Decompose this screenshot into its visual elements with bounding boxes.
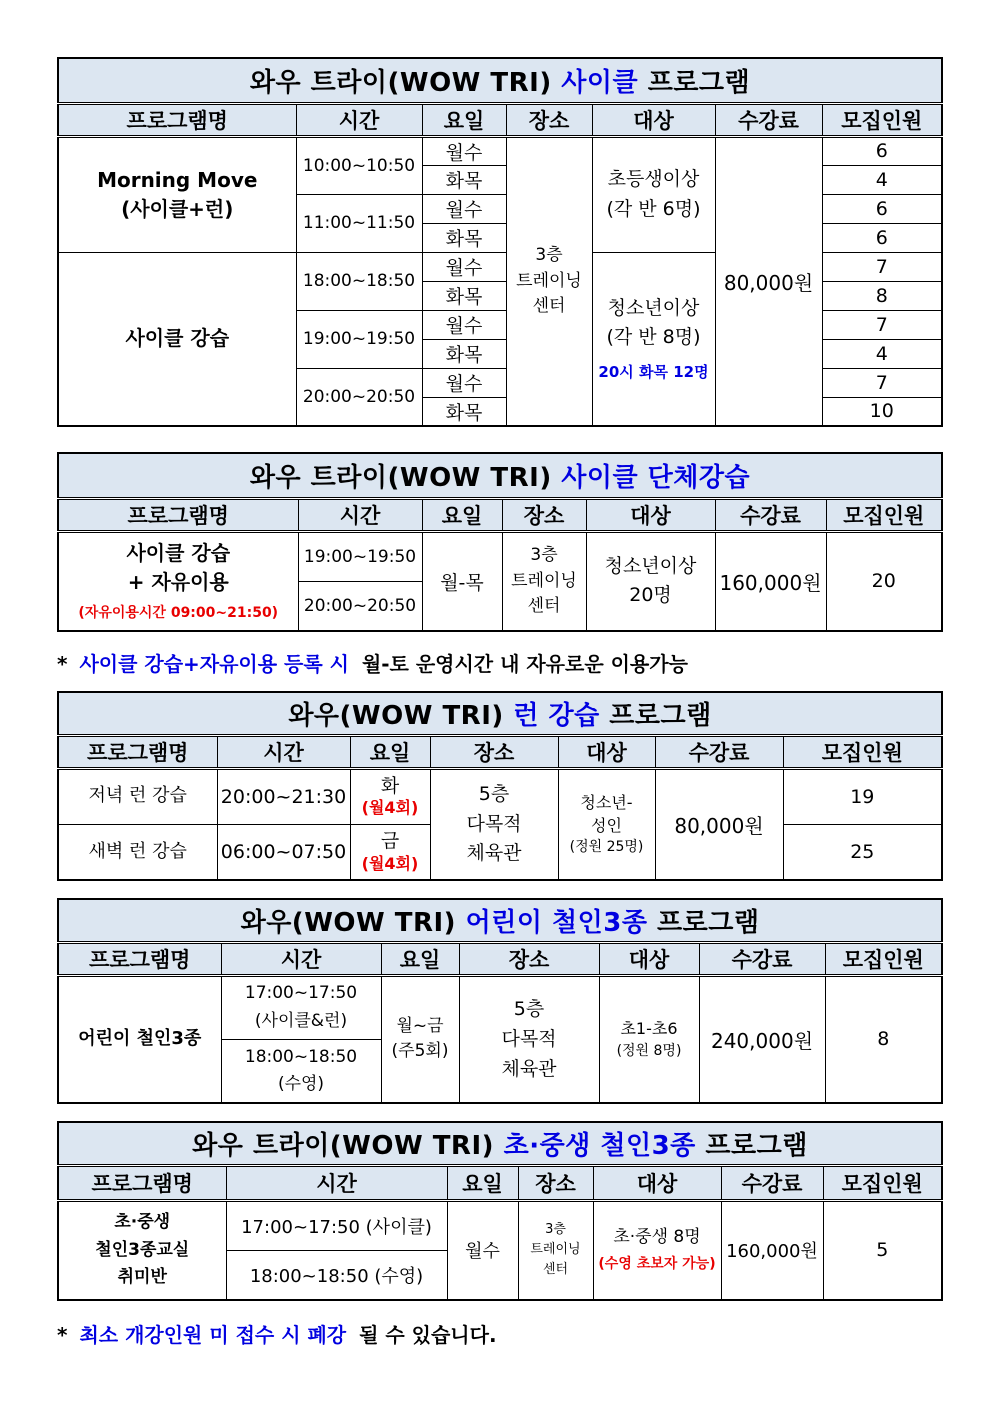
- col-header-time: 시간: [296, 103, 422, 136]
- day-frequency-note: (주5회): [391, 1041, 449, 1062]
- place-cell: [502, 531, 586, 631]
- place-line: 센터: [542, 1262, 569, 1278]
- col-header-fee: 수강료: [715, 498, 826, 531]
- col-header-day: 요일: [447, 1165, 518, 1200]
- day-cell: 월수: [422, 194, 506, 223]
- day-cell: 월수: [422, 136, 506, 165]
- title-highlight: 초·중생 철인3종: [503, 1130, 696, 1161]
- note-highlight: 사이클 강습+자유이용 등록 시: [79, 652, 349, 676]
- place-cell: [518, 1200, 593, 1300]
- title-highlight: 어린이 철인3종: [465, 907, 648, 938]
- program-name-cell: 저녁 런 강습: [58, 768, 217, 824]
- capacity-cell: 6: [822, 136, 942, 165]
- day-line: 금: [380, 830, 400, 852]
- target-line: (각 반 6명): [606, 197, 701, 220]
- col-header-program-name: 프로그램명: [58, 498, 298, 531]
- capacity-cell: 4: [822, 339, 942, 368]
- capacity-cell: 7: [822, 310, 942, 339]
- program-name-cell: 어린이 철인3종: [58, 975, 221, 1103]
- col-header-target: 대상: [599, 942, 699, 975]
- place-line: 5층: [478, 783, 510, 806]
- day-cell: 월수: [422, 252, 506, 281]
- col-header-target: 대상: [558, 735, 655, 768]
- program-name-line: 초·중생: [114, 1212, 171, 1233]
- col-header-place: 장소: [502, 498, 586, 531]
- capacity-cell: 19: [783, 768, 942, 824]
- program-name-line: + 자유이용: [127, 570, 229, 595]
- program-name-line: 사이클 강습: [126, 541, 231, 566]
- fee-cell: 160,000원: [721, 1200, 823, 1300]
- program-name-cell: [58, 531, 298, 631]
- time-cell: [221, 975, 381, 1039]
- target-line: 청소년이상: [607, 296, 700, 319]
- col-header-day: 요일: [381, 942, 459, 975]
- note-highlight: 최소 개강인원 미 접수 시 폐강: [79, 1323, 347, 1347]
- fee-cell: 240,000원: [699, 975, 825, 1103]
- day-cell: 월수: [447, 1200, 518, 1300]
- col-header-fee: 수강료: [715, 103, 822, 136]
- title-suffix: 프로그램: [705, 1130, 808, 1161]
- col-header-time: 시간: [226, 1165, 447, 1200]
- place-line: 센터: [527, 596, 561, 616]
- day-cell: [381, 975, 459, 1103]
- capacity-cell: 7: [822, 368, 942, 397]
- target-line: 청소년이상: [604, 554, 697, 577]
- capacity-cell: 6: [822, 194, 942, 223]
- target-line: 초·중생 8명: [613, 1226, 701, 1247]
- note-mark: *: [57, 1323, 68, 1347]
- col-header-capacity: 모집인원: [826, 498, 942, 531]
- program-name-line: 취미반: [117, 1266, 167, 1287]
- time-line: 17:00~17:50: [244, 983, 358, 1004]
- time-cell: 11:00~11:50: [296, 194, 422, 252]
- col-header-time: 시간: [221, 942, 381, 975]
- fee-cell: 80,000원: [715, 136, 822, 426]
- target-extra-note: 20시 화목 12명: [598, 362, 709, 381]
- target-line: 초1-초6: [620, 1018, 678, 1038]
- note-text: 월-토 운영시간 내 자유로운 이용가능: [361, 652, 688, 676]
- place-line: 체육관: [466, 841, 522, 864]
- cycle-group-lesson-table-title: [58, 453, 942, 498]
- school-triathlon-table-title: [58, 1122, 942, 1165]
- capacity-cell: 25: [783, 824, 942, 880]
- title-prefix: 와우 트라이(WOW TRI): [192, 1130, 495, 1161]
- program-name-cell: 사이클 강습: [58, 252, 296, 426]
- target-line: (정원 8명): [616, 1042, 682, 1059]
- title-prefix: 와우 트라이(WOW TRI): [249, 462, 552, 493]
- title-highlight: 사이클 단체강습: [561, 462, 751, 493]
- time-cell: [221, 1039, 381, 1103]
- program-name-cell: 새벽 런 강습: [58, 824, 217, 880]
- day-cell: 월-목: [422, 531, 502, 631]
- cycle-program-table: [57, 57, 943, 427]
- target-cell: [593, 1200, 721, 1300]
- capacity-cell: 6: [822, 223, 942, 252]
- col-header-time: 시간: [217, 735, 350, 768]
- time-cell: 10:00~10:50: [296, 136, 422, 194]
- title-prefix: 와우(WOW TRI): [240, 907, 457, 938]
- day-cell: 월수: [422, 310, 506, 339]
- program-name-line: 철인3종교실: [95, 1239, 190, 1260]
- target-cell: [592, 252, 715, 426]
- capacity-cell: 4: [822, 165, 942, 194]
- note-text: 될 수 있습니다.: [359, 1323, 497, 1347]
- col-header-place: 장소: [506, 103, 592, 136]
- run-lesson-table: [57, 691, 943, 881]
- time-cell: 17:00~17:50 (사이클): [226, 1200, 447, 1250]
- col-header-capacity: 모집인원: [823, 1165, 942, 1200]
- program-name-cell: [58, 136, 296, 252]
- time-cell: 20:00~21:30: [217, 768, 350, 824]
- place-line: 3층: [535, 245, 563, 265]
- col-header-day: 요일: [422, 103, 506, 136]
- col-header-place: 장소: [459, 942, 599, 975]
- time-cell: 18:00~18:50 (수영): [226, 1250, 447, 1300]
- place-line: 센터: [532, 296, 566, 316]
- target-cell: [592, 136, 715, 252]
- col-header-fee: 수강료: [655, 735, 783, 768]
- time-cell: 19:00~19:50: [298, 531, 422, 581]
- col-header-place: 장소: [518, 1165, 593, 1200]
- day-cell: 월수: [422, 368, 506, 397]
- day-cell: 화목: [422, 397, 506, 426]
- place-cell: [506, 136, 592, 426]
- children-triathlon-table: [57, 898, 943, 1104]
- title-prefix: 와우(WOW TRI): [288, 700, 504, 731]
- col-header-day: 요일: [350, 735, 430, 768]
- col-header-fee: 수강료: [721, 1165, 823, 1200]
- note-mark: *: [57, 652, 68, 676]
- capacity-cell: 10: [822, 397, 942, 426]
- capacity-cell: 7: [822, 252, 942, 281]
- col-header-program-name: 프로그램명: [58, 735, 217, 768]
- fee-cell: 80,000원: [655, 768, 783, 880]
- program-name-line: Morning Move: [97, 167, 258, 192]
- day-cell: [350, 824, 430, 880]
- day-line: 화: [380, 774, 400, 797]
- place-line: 3층: [530, 545, 558, 565]
- title-prefix: 와우 트라이(WOW TRI): [249, 67, 552, 98]
- col-header-place: 장소: [430, 735, 558, 768]
- day-frequency-note: (월4회): [361, 853, 419, 873]
- col-header-program-name: 프로그램명: [58, 103, 296, 136]
- day-cell: 화목: [422, 223, 506, 252]
- col-header-capacity: 모집인원: [825, 942, 942, 975]
- program-name-cell: [58, 1200, 226, 1300]
- swim-beginner-note: (수영 초보자 가능): [598, 1256, 716, 1273]
- target-line: 성인: [591, 816, 622, 836]
- capacity-cell: 8: [825, 975, 942, 1103]
- place-line: 5층: [513, 997, 545, 1020]
- target-cell: [558, 768, 655, 880]
- target-line: 초등생이상: [607, 168, 700, 191]
- program-name-line: (사이클+런): [121, 196, 234, 221]
- cycle-program-table-title: [58, 58, 942, 103]
- col-header-capacity: 모집인원: [783, 735, 942, 768]
- day-cell: 화목: [422, 165, 506, 194]
- time-cell: 20:00~20:50: [296, 368, 422, 426]
- time-activity: (수영): [277, 1073, 325, 1094]
- col-header-day: 요일: [422, 498, 502, 531]
- col-header-target: 대상: [592, 103, 715, 136]
- time-line: 18:00~18:50: [244, 1046, 358, 1067]
- title-suffix: 프로그램: [609, 700, 712, 731]
- cycle-group-lesson-table: [57, 452, 943, 632]
- target-cell: [586, 531, 715, 631]
- col-header-target: 대상: [586, 498, 715, 531]
- fee-cell: 160,000원: [715, 531, 826, 631]
- col-header-fee: 수강료: [699, 942, 825, 975]
- target-line: (각 반 8명): [606, 326, 701, 349]
- place-line: 다목적: [501, 1028, 557, 1051]
- title-suffix: 프로그램: [657, 907, 760, 938]
- place-cell: [459, 975, 599, 1103]
- place-line: 트레이닝: [530, 1242, 581, 1258]
- target-line: (정원 25명): [569, 839, 644, 856]
- free-use-time-note: (자유이용시간 09:00~21:50): [78, 605, 279, 622]
- target-line: 20명: [629, 584, 672, 607]
- capacity-cell: 5: [823, 1200, 942, 1300]
- day-cell: 화목: [422, 281, 506, 310]
- place-line: 체육관: [501, 1058, 557, 1081]
- capacity-cell: 8: [822, 281, 942, 310]
- school-triathlon-table: [57, 1121, 943, 1301]
- target-line: 청소년-: [580, 792, 633, 812]
- time-cell: 06:00~07:50: [217, 824, 350, 880]
- title-highlight: 런 강습: [513, 700, 600, 731]
- day-line: 월~금: [396, 1015, 444, 1036]
- place-line: 다목적: [466, 812, 522, 835]
- col-header-capacity: 모집인원: [822, 103, 942, 136]
- note-cycle-free-use: [57, 648, 941, 677]
- title-suffix: 프로그램: [647, 67, 751, 98]
- place-line: 3층: [545, 1222, 566, 1238]
- place-line: 트레이닝: [511, 570, 577, 591]
- target-cell: [599, 975, 699, 1103]
- col-header-program-name: 프로그램명: [58, 942, 221, 975]
- day-frequency-note: (월4회): [361, 798, 419, 818]
- children-triathlon-table-title: [58, 899, 942, 942]
- note-minimum-enrollment: [57, 1319, 941, 1348]
- time-activity: (사이클&런): [254, 1010, 348, 1031]
- col-header-target: 대상: [593, 1165, 721, 1200]
- title-highlight: 사이클: [561, 67, 639, 98]
- run-lesson-table-title: [58, 692, 942, 735]
- capacity-cell: 20: [826, 531, 942, 631]
- time-cell: 20:00~20:50: [298, 581, 422, 631]
- col-header-program-name: 프로그램명: [58, 1165, 226, 1200]
- day-cell: [350, 768, 430, 824]
- time-cell: 18:00~18:50: [296, 252, 422, 310]
- place-line: 트레이닝: [516, 270, 582, 291]
- day-cell: 화목: [422, 339, 506, 368]
- col-header-time: 시간: [298, 498, 422, 531]
- time-cell: 19:00~19:50: [296, 310, 422, 368]
- place-cell: [430, 768, 558, 880]
